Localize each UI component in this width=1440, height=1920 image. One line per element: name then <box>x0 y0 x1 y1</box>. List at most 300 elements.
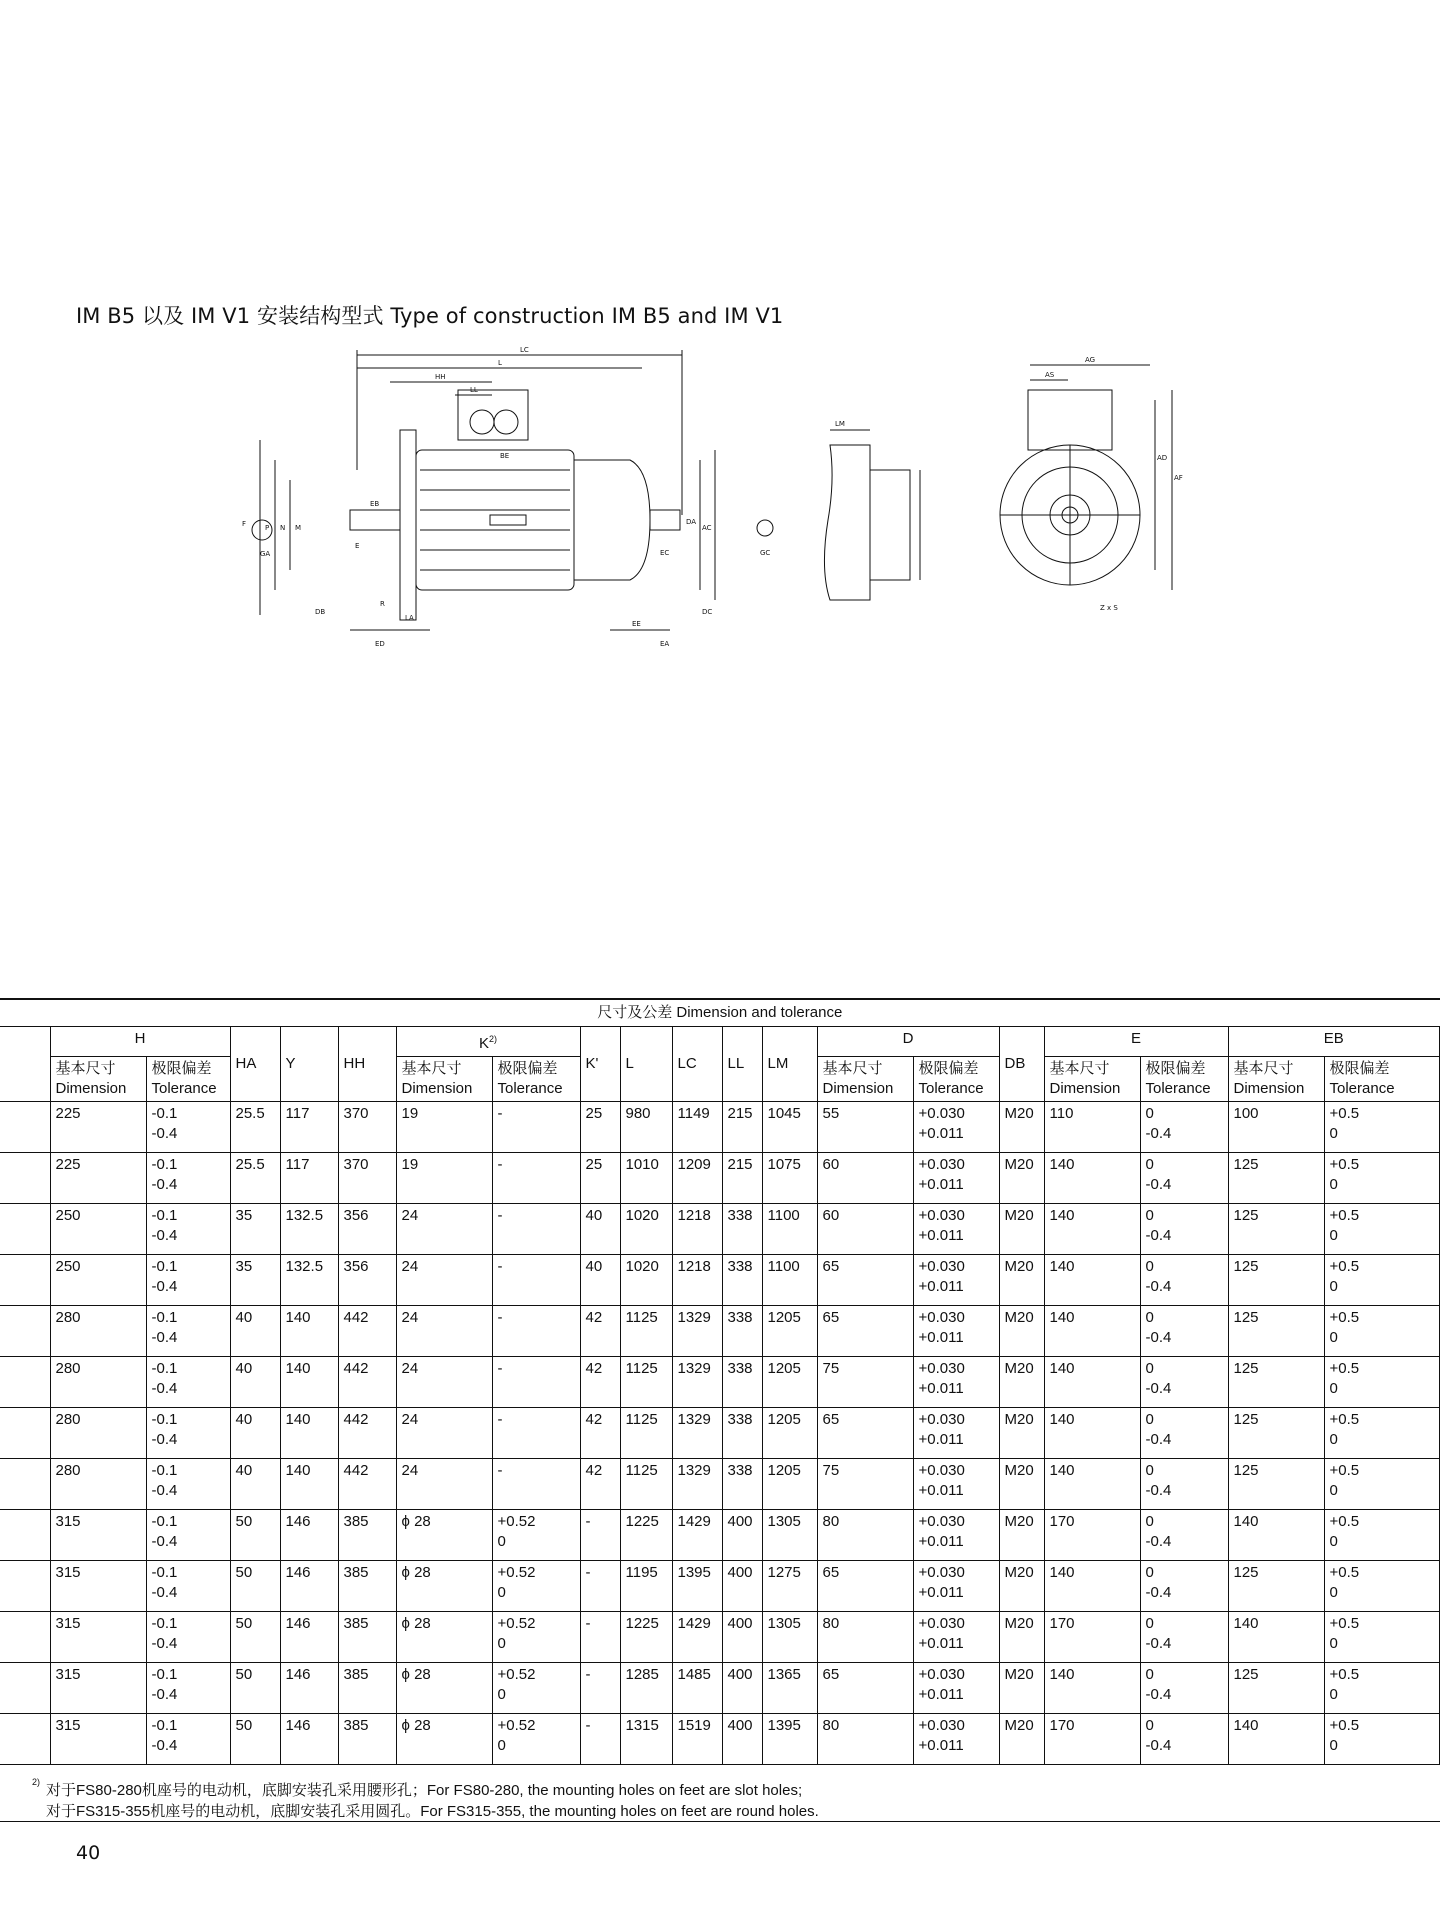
table-body <box>0 1102 1440 1765</box>
cell-line: +0.5 <box>1329 1564 1360 1581</box>
cell-l: 1125 <box>620 1306 672 1357</box>
cell-kt <box>492 1459 580 1510</box>
row-blank-cell <box>0 1255 50 1306</box>
subheader-text: Dimension <box>1049 1080 1121 1097</box>
cell-dt <box>913 1510 999 1561</box>
drawing-label-r: R <box>380 600 385 608</box>
cell-eb: 125 <box>1228 1306 1324 1357</box>
table-row <box>0 1102 1440 1153</box>
cell-db: M20 <box>999 1510 1044 1561</box>
cell-kp: - <box>580 1714 620 1765</box>
cell-ll: 400 <box>722 1612 762 1663</box>
cell-lc: 1149 <box>672 1102 722 1153</box>
cell-line: +0.011 <box>918 1329 964 1346</box>
cell-lm: 1395 <box>762 1714 817 1765</box>
cell-line: -0.4 <box>1145 1380 1172 1397</box>
cell-ht <box>146 1408 230 1459</box>
drawing-label-as: AS <box>1045 371 1055 379</box>
cell-line: +0.5 <box>1329 1462 1360 1479</box>
cell-line: -0.1 <box>151 1411 178 1428</box>
cell-hh: 356 <box>338 1255 396 1306</box>
cell-ebt <box>1324 1459 1440 1510</box>
drawing-label-l: L <box>498 359 502 367</box>
cell-line: -0.4 <box>1145 1176 1172 1193</box>
subheader-text: 基本尺寸 <box>1233 1060 1294 1077</box>
cell-kp: - <box>580 1612 620 1663</box>
subheader-text: 极限偏差 <box>1145 1060 1206 1077</box>
drawing-label-lc: LC <box>520 346 529 354</box>
row-blank-cell <box>0 1357 50 1408</box>
cell-line: - <box>497 1360 503 1377</box>
cell-kp: 40 <box>580 1204 620 1255</box>
cell-kt <box>492 1663 580 1714</box>
table-row <box>0 1153 1440 1204</box>
row-blank-cell <box>0 1663 50 1714</box>
row-blank-cell <box>0 1204 50 1255</box>
cell-line: 0 <box>1145 1411 1154 1428</box>
table-row <box>0 1204 1440 1255</box>
cell-kp: 42 <box>580 1459 620 1510</box>
cell-line: 0 <box>1145 1360 1154 1377</box>
cell-l: 1020 <box>620 1255 672 1306</box>
cell-line: - <box>497 1309 503 1326</box>
cell-y: 117 <box>280 1102 338 1153</box>
cell-hh: 385 <box>338 1561 396 1612</box>
cell-line: 0 <box>1329 1278 1338 1295</box>
cell-h: 315 <box>50 1663 146 1714</box>
drawing-label-da: DA <box>686 518 697 526</box>
cell-d: 75 <box>817 1459 913 1510</box>
cell-y: 146 <box>280 1663 338 1714</box>
cell-line: -0.4 <box>1145 1686 1172 1703</box>
cell-eb: 140 <box>1228 1612 1324 1663</box>
cell-ebt <box>1324 1714 1440 1765</box>
cell-line: +0.030 <box>918 1105 965 1122</box>
cell-d: 60 <box>817 1153 913 1204</box>
drawing-label-zxs: Z x S <box>1100 604 1118 612</box>
cell-k: ϕ 28 <box>396 1663 492 1714</box>
cell-k: ϕ 28 <box>396 1612 492 1663</box>
cell-line: +0.5 <box>1329 1105 1360 1122</box>
cell-line: +0.011 <box>918 1176 964 1193</box>
cell-line: +0.5 <box>1329 1411 1360 1428</box>
cell-e: 170 <box>1044 1510 1140 1561</box>
cell-h: 315 <box>50 1612 146 1663</box>
cell-y: 146 <box>280 1612 338 1663</box>
drawing-label-p: P <box>265 524 270 532</box>
cell-line: -0.1 <box>151 1360 178 1377</box>
row-blank-cell <box>0 1306 50 1357</box>
cell-ha: 50 <box>230 1612 280 1663</box>
drawing-label-n: N <box>280 524 286 532</box>
cell-kp: 40 <box>580 1255 620 1306</box>
cell-line: 0 <box>1329 1380 1338 1397</box>
drawing-label-db: DB <box>315 608 326 616</box>
cell-lm: 1305 <box>762 1510 817 1561</box>
cell-dt <box>913 1357 999 1408</box>
cell-line: -0.4 <box>1145 1227 1172 1244</box>
cell-ha: 25.5 <box>230 1102 280 1153</box>
cell-line: +0.5 <box>1329 1156 1360 1173</box>
cell-line: -0.1 <box>151 1513 178 1530</box>
cell-y: 140 <box>280 1459 338 1510</box>
cell-line: -0.1 <box>151 1309 178 1326</box>
cell-h: 315 <box>50 1561 146 1612</box>
cell-h: 280 <box>50 1408 146 1459</box>
cell-y: 146 <box>280 1510 338 1561</box>
cell-line: 0 <box>1329 1431 1338 1448</box>
cell-h: 280 <box>50 1357 146 1408</box>
cell-e: 140 <box>1044 1561 1140 1612</box>
header-ll: LL <box>722 1027 762 1102</box>
cell-line: 0 <box>1145 1717 1154 1734</box>
cell-line: +0.011 <box>918 1482 964 1499</box>
drawing-label-e: E <box>355 542 360 550</box>
cell-line: +0.030 <box>918 1615 965 1632</box>
cell-eb: 125 <box>1228 1408 1324 1459</box>
cell-dt <box>913 1714 999 1765</box>
cell-l: 1195 <box>620 1561 672 1612</box>
dimension-table <box>0 998 1440 1765</box>
subheader-text: 基本尺寸 <box>55 1060 116 1077</box>
row-blank-cell <box>0 1714 50 1765</box>
cell-line: +0.030 <box>918 1513 965 1530</box>
cell-kt <box>492 1714 580 1765</box>
cell-ebt <box>1324 1357 1440 1408</box>
cell-line: 0 <box>1145 1309 1154 1326</box>
row-blank-cell <box>0 1459 50 1510</box>
cell-ha: 50 <box>230 1663 280 1714</box>
cell-kt <box>492 1102 580 1153</box>
cell-line: +0.5 <box>1329 1513 1360 1530</box>
cell-db: M20 <box>999 1204 1044 1255</box>
cell-ll: 338 <box>722 1255 762 1306</box>
cell-line: +0.5 <box>1329 1666 1360 1683</box>
cell-lc: 1429 <box>672 1612 722 1663</box>
subheader-text: 基本尺寸 <box>1049 1060 1110 1077</box>
cell-kt <box>492 1612 580 1663</box>
cell-ebt <box>1324 1408 1440 1459</box>
cell-line: -0.4 <box>1145 1635 1172 1652</box>
cell-ll: 400 <box>722 1561 762 1612</box>
cell-line: +0.5 <box>1329 1615 1360 1632</box>
drawing-label-ll: LL <box>470 386 478 394</box>
cell-et <box>1140 1255 1228 1306</box>
cell-hh: 370 <box>338 1153 396 1204</box>
cell-ha: 40 <box>230 1306 280 1357</box>
cell-line: 0 <box>1329 1635 1338 1652</box>
cell-y: 117 <box>280 1153 338 1204</box>
cell-line: - <box>497 1258 503 1275</box>
cell-kt <box>492 1255 580 1306</box>
footnote-text-1: 对于FS80-280机座号的电动机，底脚安装孔采用腰形孔；For FS80-280, the mounting holes on feet are slot holes; <box>46 1782 803 1799</box>
cell-eb: 125 <box>1228 1561 1324 1612</box>
footnote-line-2: 对于FS315-355机座号的电动机，底脚安装孔采用圆孔。For FS315-355, the mounting holes on feet are round holes. <box>46 1803 819 1820</box>
cell-e: 140 <box>1044 1663 1140 1714</box>
subheader-h-tol <box>146 1057 230 1102</box>
cell-d: 80 <box>817 1510 913 1561</box>
cell-line: -0.1 <box>151 1156 178 1173</box>
cell-lm: 1365 <box>762 1663 817 1714</box>
cell-ll: 338 <box>722 1459 762 1510</box>
subheader-text: Tolerance <box>151 1080 217 1097</box>
cell-hh: 385 <box>338 1663 396 1714</box>
cell-k: 24 <box>396 1408 492 1459</box>
subheader-text: Dimension <box>1233 1080 1305 1097</box>
header-lc: LC <box>672 1027 722 1102</box>
row-blank-cell <box>0 1510 50 1561</box>
cell-line: +0.030 <box>918 1666 965 1683</box>
row-blank-cell <box>0 1561 50 1612</box>
cell-y: 132.5 <box>280 1204 338 1255</box>
cell-line: - <box>497 1105 503 1122</box>
cell-line: +0.030 <box>918 1258 965 1275</box>
cell-kt <box>492 1408 580 1459</box>
cell-lc: 1218 <box>672 1255 722 1306</box>
cell-eb: 125 <box>1228 1663 1324 1714</box>
cell-l: 1315 <box>620 1714 672 1765</box>
cell-line: 0 <box>1145 1564 1154 1581</box>
drawing-label-ea: EA <box>660 640 670 648</box>
cell-eb: 125 <box>1228 1357 1324 1408</box>
cell-line: 0 <box>1145 1462 1154 1479</box>
header-k-label: K <box>478 1035 489 1052</box>
cell-k: ϕ 28 <box>396 1561 492 1612</box>
cell-h: 250 <box>50 1255 146 1306</box>
header-k <box>396 1027 580 1057</box>
subheader-k-tol <box>492 1057 580 1102</box>
cell-kp: 25 <box>580 1102 620 1153</box>
cell-lm: 1100 <box>762 1255 817 1306</box>
cell-l: 1125 <box>620 1408 672 1459</box>
header-k-prime: K' <box>580 1027 620 1102</box>
cell-eb: 140 <box>1228 1510 1324 1561</box>
cell-d: 65 <box>817 1663 913 1714</box>
cell-lc: 1429 <box>672 1510 722 1561</box>
cell-line: +0.011 <box>918 1737 964 1754</box>
cell-ebt <box>1324 1204 1440 1255</box>
cell-ha: 40 <box>230 1459 280 1510</box>
cell-line: -0.4 <box>151 1686 178 1703</box>
cell-et <box>1140 1153 1228 1204</box>
footnote <box>32 1776 819 1822</box>
cell-l: 1125 <box>620 1459 672 1510</box>
cell-line: - <box>497 1207 503 1224</box>
cell-kt <box>492 1153 580 1204</box>
cell-line: 0 <box>1329 1329 1338 1346</box>
cell-ht <box>146 1255 230 1306</box>
header-y: Y <box>280 1027 338 1102</box>
cell-dt <box>913 1561 999 1612</box>
cell-line: 0 <box>1329 1227 1338 1244</box>
cell-db: M20 <box>999 1714 1044 1765</box>
header-h: H <box>50 1027 230 1057</box>
cell-et <box>1140 1561 1228 1612</box>
cell-db: M20 <box>999 1459 1044 1510</box>
drawing-label-ee: EE <box>632 620 641 628</box>
header-d: D <box>817 1027 999 1057</box>
header-hh: HH <box>338 1027 396 1102</box>
cell-et <box>1140 1714 1228 1765</box>
cell-line: 0 <box>497 1686 506 1703</box>
table-row <box>0 1306 1440 1357</box>
cell-k: ϕ 28 <box>396 1510 492 1561</box>
cell-ht <box>146 1714 230 1765</box>
cell-db: M20 <box>999 1306 1044 1357</box>
cell-ht <box>146 1459 230 1510</box>
cell-hh: 442 <box>338 1408 396 1459</box>
cell-ht <box>146 1663 230 1714</box>
cell-line: -0.4 <box>1145 1482 1172 1499</box>
cell-k: 19 <box>396 1153 492 1204</box>
cell-db: M20 <box>999 1612 1044 1663</box>
cell-y: 132.5 <box>280 1255 338 1306</box>
cell-k: 24 <box>396 1357 492 1408</box>
cell-line: -0.4 <box>151 1380 178 1397</box>
table-row <box>0 1255 1440 1306</box>
subheader-text: 极限偏差 <box>497 1060 558 1077</box>
row-blank-cell <box>0 1153 50 1204</box>
cell-db: M20 <box>999 1102 1044 1153</box>
cell-line: -0.4 <box>151 1431 178 1448</box>
cell-eb: 125 <box>1228 1204 1324 1255</box>
cell-line: -0.4 <box>1145 1584 1172 1601</box>
cell-line: +0.011 <box>918 1227 964 1244</box>
cell-lc: 1329 <box>672 1357 722 1408</box>
cell-ha: 35 <box>230 1255 280 1306</box>
cell-k: 24 <box>396 1255 492 1306</box>
cell-h: 225 <box>50 1153 146 1204</box>
cell-line: -0.1 <box>151 1564 178 1581</box>
cell-line: 0 <box>1145 1615 1154 1632</box>
cell-line: -0.1 <box>151 1615 178 1632</box>
cell-kp: - <box>580 1561 620 1612</box>
subheader-text: Dimension <box>55 1080 127 1097</box>
cell-line: +0.5 <box>1329 1258 1360 1275</box>
cell-et <box>1140 1510 1228 1561</box>
cell-d: 80 <box>817 1612 913 1663</box>
cell-line: +0.011 <box>918 1686 964 1703</box>
drawing-label-ad: AD <box>1157 454 1168 462</box>
cell-line: -0.4 <box>151 1482 178 1499</box>
cell-line: 0 <box>1145 1666 1154 1683</box>
cell-ll: 215 <box>722 1102 762 1153</box>
cell-line: 0 <box>1145 1207 1154 1224</box>
cell-line: - <box>497 1156 503 1173</box>
cell-h: 250 <box>50 1204 146 1255</box>
cell-line: +0.011 <box>918 1635 964 1652</box>
cell-ha: 50 <box>230 1714 280 1765</box>
cell-line: +0.011 <box>918 1584 964 1601</box>
cell-ht <box>146 1306 230 1357</box>
cell-hh: 442 <box>338 1357 396 1408</box>
cell-line: +0.030 <box>918 1462 965 1479</box>
cell-dt <box>913 1663 999 1714</box>
cell-hh: 370 <box>338 1102 396 1153</box>
cell-lc: 1329 <box>672 1408 722 1459</box>
subheader-e-dim <box>1044 1057 1140 1102</box>
drawing-label-ec: EC <box>660 549 670 557</box>
cell-hh: 442 <box>338 1306 396 1357</box>
cell-ht <box>146 1204 230 1255</box>
header-ha: HA <box>230 1027 280 1102</box>
table-caption: 尺寸及公差 Dimension and tolerance <box>0 999 1440 1027</box>
cell-lc: 1329 <box>672 1459 722 1510</box>
cell-line: -0.1 <box>151 1717 178 1734</box>
table-row <box>0 1357 1440 1408</box>
subheader-eb-dim <box>1228 1057 1324 1102</box>
cell-line: 0 <box>497 1533 506 1550</box>
cell-db: M20 <box>999 1255 1044 1306</box>
drawing-label-ag: AG <box>1085 356 1096 364</box>
drawing-label-af: AF <box>1174 474 1183 482</box>
drawing-label-lm: LM <box>835 420 845 428</box>
cell-kp: - <box>580 1663 620 1714</box>
cell-line: 0 <box>1145 1258 1154 1275</box>
header-l: L <box>620 1027 672 1102</box>
cell-h: 315 <box>50 1510 146 1561</box>
cell-ht <box>146 1612 230 1663</box>
header-k-footnote-mark: 2) <box>489 1034 498 1044</box>
cell-line: -0.4 <box>1145 1431 1172 1448</box>
cell-lc: 1485 <box>672 1663 722 1714</box>
cell-l: 1285 <box>620 1663 672 1714</box>
cell-ha: 50 <box>230 1561 280 1612</box>
cell-kp: 42 <box>580 1306 620 1357</box>
cell-kp: 25 <box>580 1153 620 1204</box>
header-eb: EB <box>1228 1027 1440 1057</box>
cell-l: 1225 <box>620 1510 672 1561</box>
cell-line: -0.4 <box>1145 1737 1172 1754</box>
cell-e: 170 <box>1044 1714 1140 1765</box>
cell-line: +0.011 <box>918 1125 964 1142</box>
cell-ebt <box>1324 1663 1440 1714</box>
cell-line: +0.52 <box>497 1666 536 1683</box>
cell-k: 19 <box>396 1102 492 1153</box>
subheader-eb-tol <box>1324 1057 1440 1102</box>
cell-lm: 1100 <box>762 1204 817 1255</box>
cell-d: 65 <box>817 1255 913 1306</box>
header-db: DB <box>999 1027 1044 1102</box>
subheader-k-dim <box>396 1057 492 1102</box>
cell-k: 24 <box>396 1306 492 1357</box>
cell-lc: 1329 <box>672 1306 722 1357</box>
cell-line: -0.4 <box>151 1737 178 1754</box>
cell-y: 146 <box>280 1714 338 1765</box>
cell-ebt <box>1324 1102 1440 1153</box>
cell-line: -0.4 <box>1145 1533 1172 1550</box>
drawing-label-eb: EB <box>370 500 380 508</box>
cell-line: -0.4 <box>151 1533 178 1550</box>
drawing-label-m: M <box>295 524 302 532</box>
motor-dimension-drawing <box>230 330 1190 650</box>
cell-ebt <box>1324 1612 1440 1663</box>
cell-dt <box>913 1102 999 1153</box>
subheader-text: Tolerance <box>497 1080 563 1097</box>
cell-ht <box>146 1102 230 1153</box>
cell-line: -0.1 <box>151 1207 178 1224</box>
subheader-text: 基本尺寸 <box>822 1060 883 1077</box>
cell-line: +0.5 <box>1329 1360 1360 1377</box>
cell-line: +0.030 <box>918 1360 965 1377</box>
footnote-mark: 2) <box>32 1777 41 1787</box>
cell-eb: 125 <box>1228 1153 1324 1204</box>
subheader-text: 极限偏差 <box>918 1060 979 1077</box>
cell-ll: 400 <box>722 1510 762 1561</box>
cell-lm: 1075 <box>762 1153 817 1204</box>
cell-dt <box>913 1459 999 1510</box>
row-blank-cell <box>0 1102 50 1153</box>
